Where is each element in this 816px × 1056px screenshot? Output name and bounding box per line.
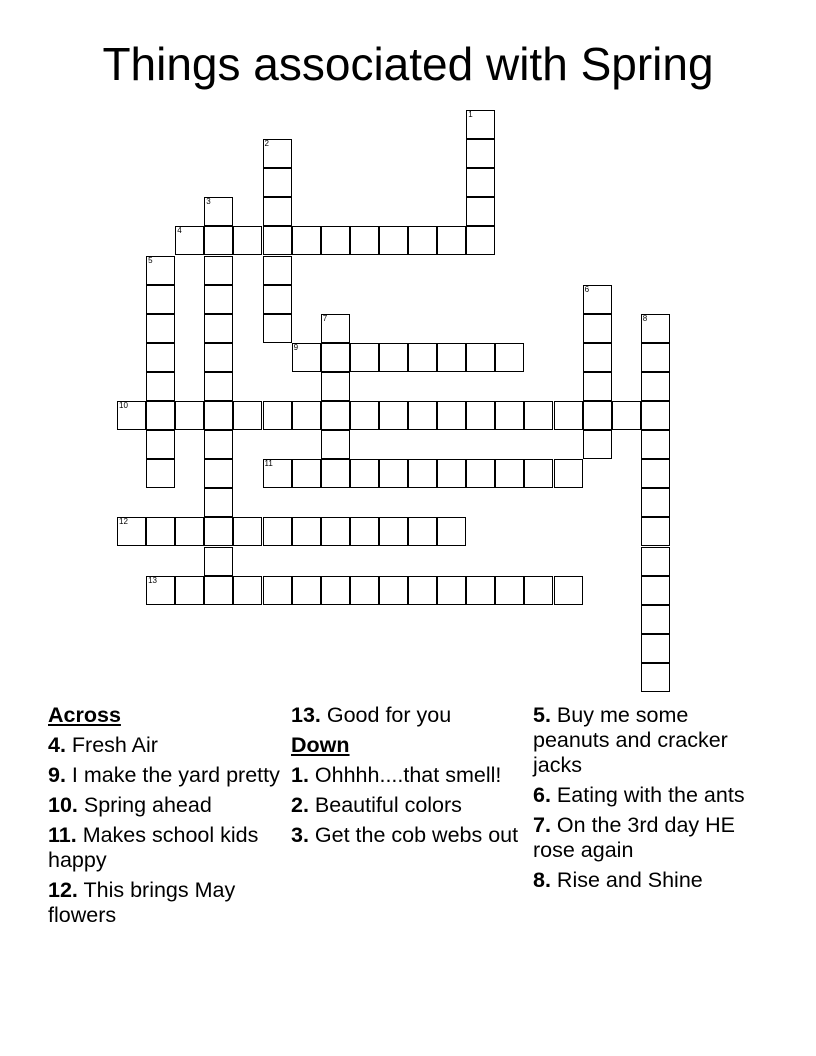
- grid-cell[interactable]: [292, 401, 321, 430]
- grid-cell[interactable]: [466, 110, 495, 139]
- grid-cell[interactable]: [146, 314, 175, 343]
- grid-cell[interactable]: [437, 343, 466, 372]
- grid-cell[interactable]: [321, 576, 350, 605]
- grid-cell[interactable]: [641, 488, 670, 517]
- grid-cell[interactable]: [641, 634, 670, 663]
- cell-number: 10: [119, 401, 128, 410]
- grid-cell[interactable]: [350, 226, 379, 255]
- grid-cell[interactable]: [146, 459, 175, 488]
- grid-cell[interactable]: [263, 168, 292, 197]
- grid-cell[interactable]: [292, 226, 321, 255]
- grid-cell[interactable]: [554, 576, 583, 605]
- grid-cell[interactable]: [379, 401, 408, 430]
- grid-cell[interactable]: [495, 401, 524, 430]
- grid-cell[interactable]: [263, 226, 292, 255]
- grid-cell[interactable]: [146, 343, 175, 372]
- grid-cell[interactable]: [408, 401, 437, 430]
- grid-cell[interactable]: [379, 459, 408, 488]
- grid-cell[interactable]: [524, 459, 553, 488]
- grid-cell[interactable]: [146, 576, 175, 605]
- cell-number: 11: [264, 459, 273, 469]
- grid-cell[interactable]: [524, 576, 553, 605]
- grid-cell[interactable]: [263, 314, 292, 343]
- grid-cell[interactable]: [437, 517, 466, 546]
- grid-cell[interactable]: [233, 517, 262, 546]
- grid-cell[interactable]: [321, 459, 350, 488]
- grid-cell[interactable]: [466, 168, 495, 197]
- grid-cell[interactable]: [204, 256, 233, 285]
- grid-cell[interactable]: [146, 372, 175, 401]
- grid-cell[interactable]: [583, 343, 612, 372]
- grid-cell[interactable]: [117, 517, 146, 546]
- grid-cell[interactable]: [204, 372, 233, 401]
- grid-cell[interactable]: [175, 517, 204, 546]
- grid-cell[interactable]: [641, 517, 670, 546]
- clue-column-1: [48, 703, 283, 933]
- grid-cell[interactable]: [204, 459, 233, 488]
- across-clue-4[interactable]: 4. Fresh Air: [48, 733, 158, 757]
- grid-cell[interactable]: [408, 576, 437, 605]
- grid-cell[interactable]: [263, 256, 292, 285]
- grid-cell[interactable]: [321, 430, 350, 459]
- cell-number: 9: [293, 342, 299, 352]
- cell-number: 12: [119, 517, 128, 527]
- grid-cell[interactable]: [437, 576, 466, 605]
- grid-cell[interactable]: [437, 459, 466, 488]
- across-clue-13[interactable]: 13. Good for you: [291, 703, 452, 727]
- grid-cell[interactable]: [350, 459, 379, 488]
- grid-cell[interactable]: [379, 576, 408, 605]
- grid-cell[interactable]: [583, 372, 612, 401]
- grid-cell[interactable]: [204, 517, 233, 546]
- across-clue-9[interactable]: 9. I make the yard pretty: [48, 763, 280, 787]
- grid-cell[interactable]: [437, 401, 466, 430]
- grid-cell[interactable]: [175, 401, 204, 430]
- grid-cell[interactable]: [379, 517, 408, 546]
- grid-cell[interactable]: [495, 576, 524, 605]
- grid-cell[interactable]: [583, 401, 612, 430]
- down-clue-3[interactable]: 3. Get the cob webs out: [291, 823, 519, 847]
- grid-cell[interactable]: [204, 197, 233, 226]
- down-heading: Down: [291, 733, 350, 757]
- grid-cell[interactable]: [641, 547, 670, 576]
- grid-cell[interactable]: [175, 226, 204, 255]
- grid-cell[interactable]: [583, 314, 612, 343]
- grid-cell[interactable]: [263, 139, 292, 168]
- cell-number: 6: [584, 284, 590, 294]
- grid-cell[interactable]: [612, 401, 641, 430]
- grid-cell[interactable]: [641, 605, 670, 634]
- down-clue-8[interactable]: 8. Rise and Shine: [533, 868, 703, 892]
- grid-cell[interactable]: [408, 459, 437, 488]
- cell-number: 13: [148, 575, 157, 585]
- grid-cell[interactable]: [554, 401, 583, 430]
- across-clue-10[interactable]: 10. Spring ahead: [48, 793, 212, 817]
- grid-cell[interactable]: [146, 430, 175, 459]
- grid-cell[interactable]: [641, 372, 670, 401]
- cell-number: 4: [177, 226, 182, 236]
- grid-cell[interactable]: [350, 576, 379, 605]
- grid-cell[interactable]: [437, 226, 466, 255]
- grid-cell[interactable]: [146, 401, 175, 430]
- cell-number: 7: [322, 313, 328, 323]
- grid-cell[interactable]: [204, 343, 233, 372]
- grid-cell[interactable]: [466, 343, 495, 372]
- grid-cell[interactable]: [292, 576, 321, 605]
- across-clue-12[interactable]: 12. This brings May flowers: [48, 878, 236, 927]
- grid-cell[interactable]: [321, 372, 350, 401]
- grid-cell[interactable]: [466, 401, 495, 430]
- clue-column-2: [291, 703, 526, 853]
- grid-cell[interactable]: [408, 517, 437, 546]
- cell-number: 8: [642, 313, 648, 323]
- grid-cell[interactable]: [204, 576, 233, 605]
- across-heading: Across: [48, 703, 121, 727]
- grid-cell[interactable]: [233, 401, 262, 430]
- grid-cell[interactable]: [583, 430, 612, 459]
- grid-cell[interactable]: [641, 459, 670, 488]
- grid-cell[interactable]: [263, 517, 292, 546]
- grid-cell[interactable]: [466, 139, 495, 168]
- grid-cell[interactable]: [204, 488, 233, 517]
- grid-cell[interactable]: [233, 576, 262, 605]
- grid-cell[interactable]: [204, 226, 233, 255]
- grid-cell[interactable]: [466, 226, 495, 255]
- grid-cell[interactable]: [204, 285, 233, 314]
- grid-cell[interactable]: [146, 517, 175, 546]
- cell-number: 1: [468, 110, 473, 119]
- grid-cell[interactable]: [117, 401, 146, 430]
- grid-cell[interactable]: [146, 285, 175, 314]
- grid-cell[interactable]: [641, 343, 670, 372]
- cell-number: 2: [264, 139, 269, 149]
- grid-cell[interactable]: [641, 430, 670, 459]
- grid-cell[interactable]: [321, 343, 350, 372]
- down-clue-2[interactable]: 2. Beautiful colors: [291, 793, 462, 817]
- grid-cell[interactable]: [350, 401, 379, 430]
- grid-cell[interactable]: [204, 430, 233, 459]
- grid-cell[interactable]: [292, 517, 321, 546]
- puzzle-title: Things associated with Spring: [102, 38, 714, 90]
- grid-cell[interactable]: [204, 547, 233, 576]
- down-clue-7[interactable]: 7. On the 3rd day HE rose again: [533, 813, 735, 862]
- grid-cell[interactable]: [263, 401, 292, 430]
- grid-cell[interactable]: [408, 226, 437, 255]
- grid-cell[interactable]: [204, 314, 233, 343]
- grid-cell[interactable]: [379, 226, 408, 255]
- grid-cell[interactable]: [466, 197, 495, 226]
- grid-cell[interactable]: [321, 517, 350, 546]
- grid-cell[interactable]: [379, 343, 408, 372]
- grid-cell[interactable]: [350, 517, 379, 546]
- grid-cell[interactable]: [263, 459, 292, 488]
- grid-cell[interactable]: [321, 226, 350, 255]
- grid-cell[interactable]: [641, 663, 670, 692]
- grid-cell[interactable]: [204, 401, 233, 430]
- grid-cell[interactable]: [495, 459, 524, 488]
- grid-cell[interactable]: [641, 576, 670, 605]
- grid-cell[interactable]: [175, 576, 204, 605]
- down-clue-5[interactable]: 5. Buy me some peanuts and cracker jacks: [533, 703, 728, 777]
- grid-cell[interactable]: [524, 401, 553, 430]
- grid-cell[interactable]: [263, 576, 292, 605]
- grid-cell[interactable]: [350, 343, 379, 372]
- grid-cell[interactable]: [554, 459, 583, 488]
- grid-cell[interactable]: [321, 314, 350, 343]
- grid-cell[interactable]: [466, 459, 495, 488]
- grid-cell[interactable]: [292, 343, 321, 372]
- grid-cell[interactable]: [583, 285, 612, 314]
- grid-cell[interactable]: [408, 343, 437, 372]
- grid-cell[interactable]: [233, 226, 262, 255]
- clue-column-3: [533, 703, 768, 898]
- down-clue-1[interactable]: 1. Ohhhh....that smell!: [291, 763, 502, 787]
- grid-cell[interactable]: [263, 197, 292, 226]
- grid-cell[interactable]: [641, 401, 670, 430]
- across-clue-11[interactable]: 11. Makes school kids happy: [48, 823, 259, 872]
- grid-cell[interactable]: [321, 401, 350, 430]
- grid-cell[interactable]: [263, 285, 292, 314]
- grid-cell[interactable]: [641, 314, 670, 343]
- down-clue-6[interactable]: 6. Eating with the ants: [533, 783, 745, 807]
- grid-cell[interactable]: [466, 576, 495, 605]
- cell-number: 3: [206, 197, 211, 207]
- grid-cell[interactable]: [146, 256, 175, 285]
- grid-cell[interactable]: [292, 459, 321, 488]
- grid-cell[interactable]: [495, 343, 524, 372]
- cell-number: 5: [148, 255, 153, 265]
